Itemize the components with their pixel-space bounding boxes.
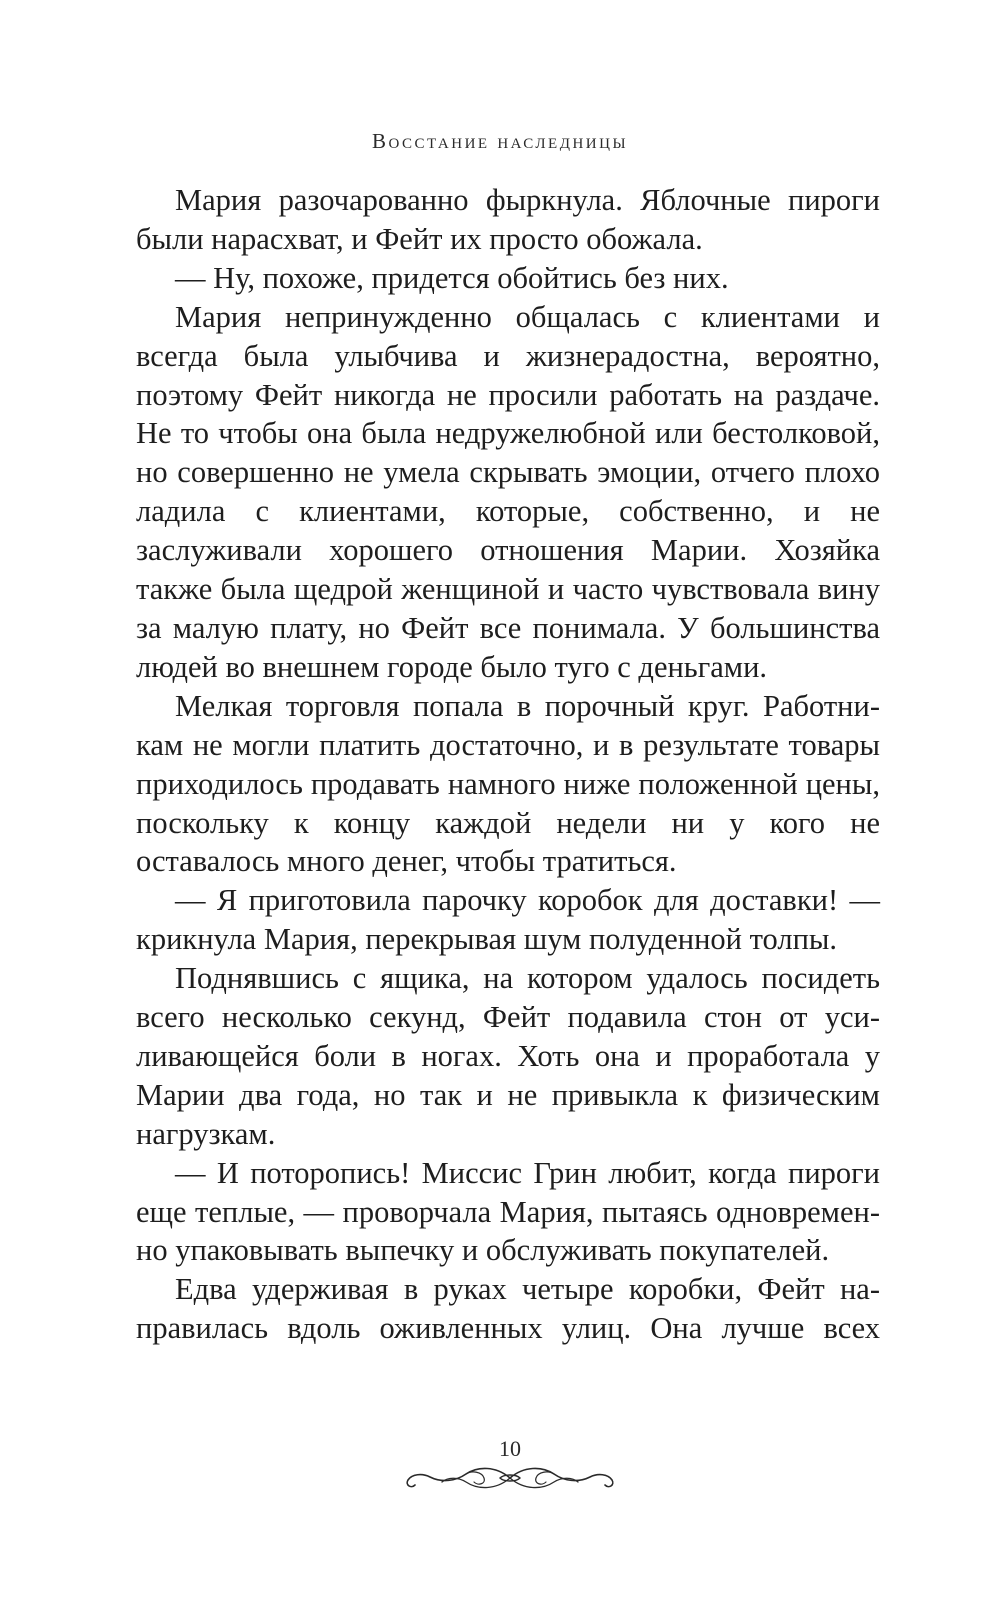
paragraph: Мария разочарованно фыркнула. Яблочные пироги были нарасхват, и Фейт их просто обожала. bbox=[136, 183, 880, 256]
paragraph: — И поторопись! Миссис Грин любит, когда пироги еще теплые, — проворчала Мария, пытаясь одновременно упаковывать выпечку и обслуживать покупателей. bbox=[136, 1155, 880, 1268]
paragraph: Мелкая торговля попала в порочный круг. Работникам не могли платить достаточно, и в результате товары приходилось продавать намного ниже положенной цены, поскольку к концу каждой недели ни у кого не оставалось много денег, чтобы тратиться. bbox=[136, 688, 880, 879]
paragraph: — Ну, похоже, придется обойтись без них. bbox=[175, 260, 729, 295]
paragraph: Поднявшись с ящика, на котором удалось посидеть всего несколько секунд, Фейт подавила стон от усиливающейся боли в ногах. Хоть она и проработала у Марии два года, но так и не привыкла к физическим нагрузкам. bbox=[136, 961, 880, 1151]
body-text bbox=[136, 181, 880, 1348]
paragraph: Мария непринужденно общалась с клиентами и всегда была улыбчива и жизнерадостна, вероятно, поэтому Фейт никогда не просили работать на раздаче. Не то чтобы она была недружелюбной или бестолковой, но совершенно не умела скрывать эмоции, отчего плохо ладила с клиентами, которые, собственно, и не заслуживали хорошего отношения Марии. Хозяйка также была щедрой женщиной и часто чувствовала вину за малую плату, но Фейт все понимала. У большинства людей во внешнем городе было туго с деньгами. bbox=[136, 299, 880, 684]
paragraph: — Я приготовила парочку коробок для доставки! — крикнула Мария, перекрывая шум полуденной толпы. bbox=[136, 883, 880, 957]
flourish-ornament-icon bbox=[400, 1458, 620, 1498]
running-header: Восстание наследницы bbox=[371, 129, 629, 153]
page-footer bbox=[400, 1436, 620, 1506]
paragraph: Едва удерживая в руках четыре коробки, Фейт направилась вдоль оживленных улиц. Она лучше всех bbox=[136, 1272, 880, 1346]
page-number: 10 bbox=[499, 1436, 521, 1461]
